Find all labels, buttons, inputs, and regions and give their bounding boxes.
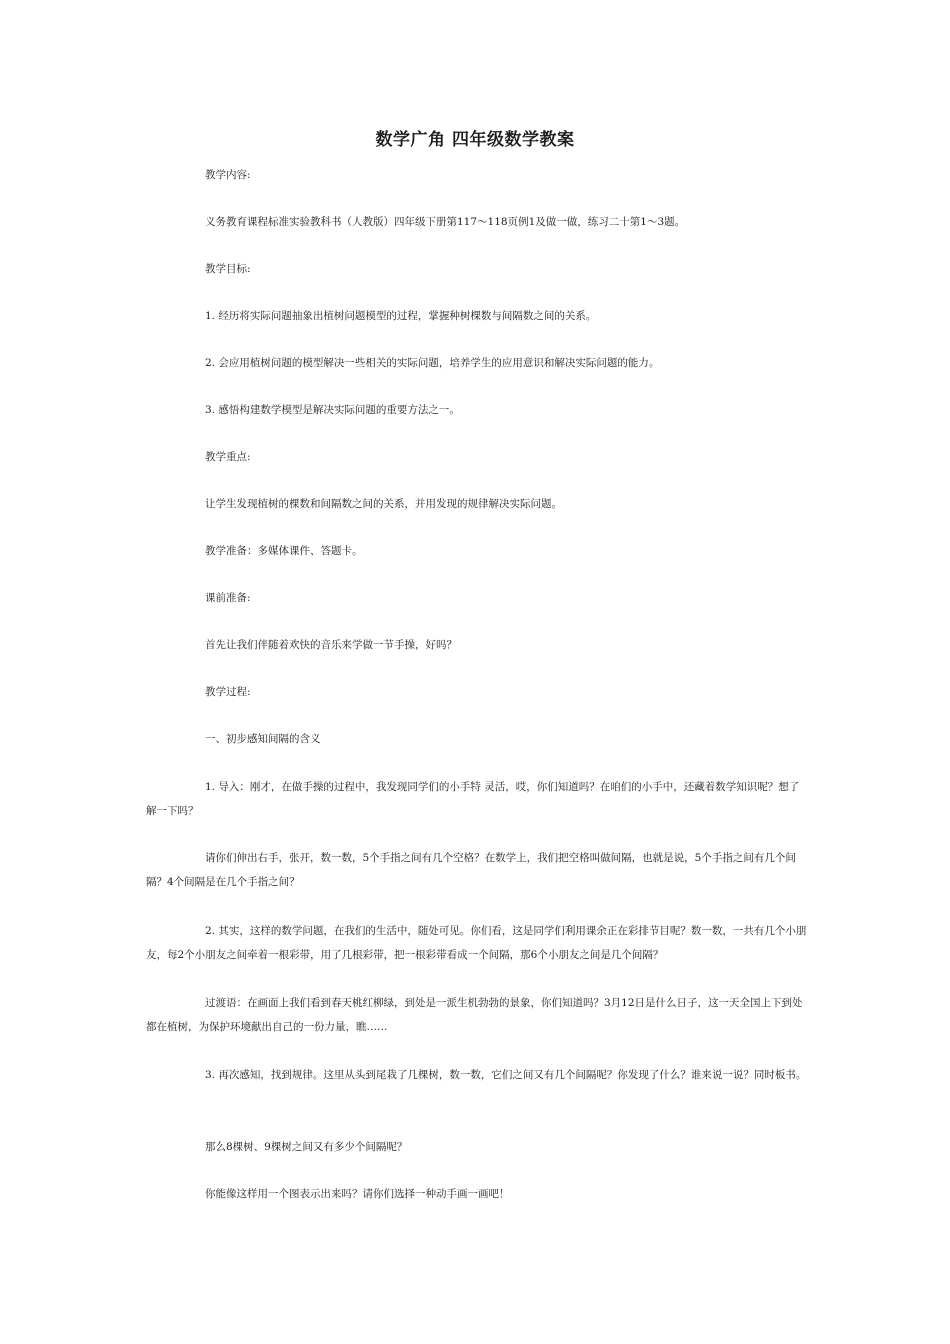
paragraph-step-3: 3. 再次感知，找到规律。这里从头到尾栽了几棵树，数一数，它们之间又有几个间隔呢？你发现了什么？谁来说一说？同时板书。	[205, 1069, 807, 1081]
paragraph-textbook: 义务教育课程标准实验教科书（人教版）四年级下册第117～118页例1及做一做，练习二十第1～3题。	[205, 216, 686, 228]
heading-pre-class: 课前准备:	[205, 592, 251, 604]
heading-key-points: 教学重点:	[205, 451, 251, 463]
objective-3: 3. 感悟构建数学模型是解决实际问题的重要方法之一。	[205, 404, 460, 416]
heading-content: 教学内容:	[205, 169, 251, 181]
paragraph-key-points: 让学生发现植树的棵数和间隔数之间的关系，并用发现的规律解决实际问题。	[205, 498, 562, 510]
objective-1: 1. 经历将实际问题抽象出植树问题模型的过程，掌握种树棵数与间隔数之间的关系。	[205, 310, 597, 322]
paragraph-preparation: 教学准备：多媒体课件、答题卡。	[205, 545, 363, 557]
heading-objectives: 教学目标:	[205, 263, 251, 275]
paragraph-question: 那么8棵树、9棵树之间又有多少个间隔呢？	[205, 1141, 408, 1153]
paragraph-transition: 过渡语：在画面上我们看到春天桃红柳绿，到处是一派生机勃勃的景象，你们知道吗？3月12日是什么日子，这一天全国上下到处都在植树，为保护环境献出自己的一份力量，瞧……	[146, 997, 803, 1033]
paragraph-step-2: 2. 其实，这样的数学问题，在我们的生活中，随处可见。你们看，这是同学们利用课余正在彩排节目呢？数一数，一共有几个小朋友，每2个小朋友之间牵着一根彩带，用了几根彩带，把一根彩带看成一个间隔，那6个小朋友之间是几个间隔？	[146, 925, 807, 961]
document-title: 数学广角 四年级数学教案	[375, 130, 575, 150]
objective-2: 2. 会应用植树问题的模型解决一些相关的实际问题，培养学生的应用意识和解决实际问题的能力。	[205, 357, 660, 369]
paragraph-fingers: 请你们伸出右手，张开，数一数，5个手指之间有几个空格？在数学上，我们把空格叫做间隔，也就是说，5个手指之间有几个间隔？4个间隔是在几个手指之间？	[146, 852, 796, 888]
paragraph-pre-class: 首先让我们伴随着欢快的音乐来学做一节手操，好吗？	[205, 639, 457, 651]
paragraph-step-1: 1. 导入：刚才，在做手操的过程中，我发现同学们的小手特 灵活，哎，你们知道吗？在咱们的小手中，还藏着数学知识呢？想了解一下吗？	[146, 781, 800, 817]
heading-process: 教学过程:	[205, 686, 251, 698]
paragraph-draw: 你能像这样用一个图表示出来吗？请你们选择一种动手画一画吧！	[205, 1188, 510, 1200]
section-heading-1: 一、初步感知间隔的含义	[205, 733, 321, 745]
